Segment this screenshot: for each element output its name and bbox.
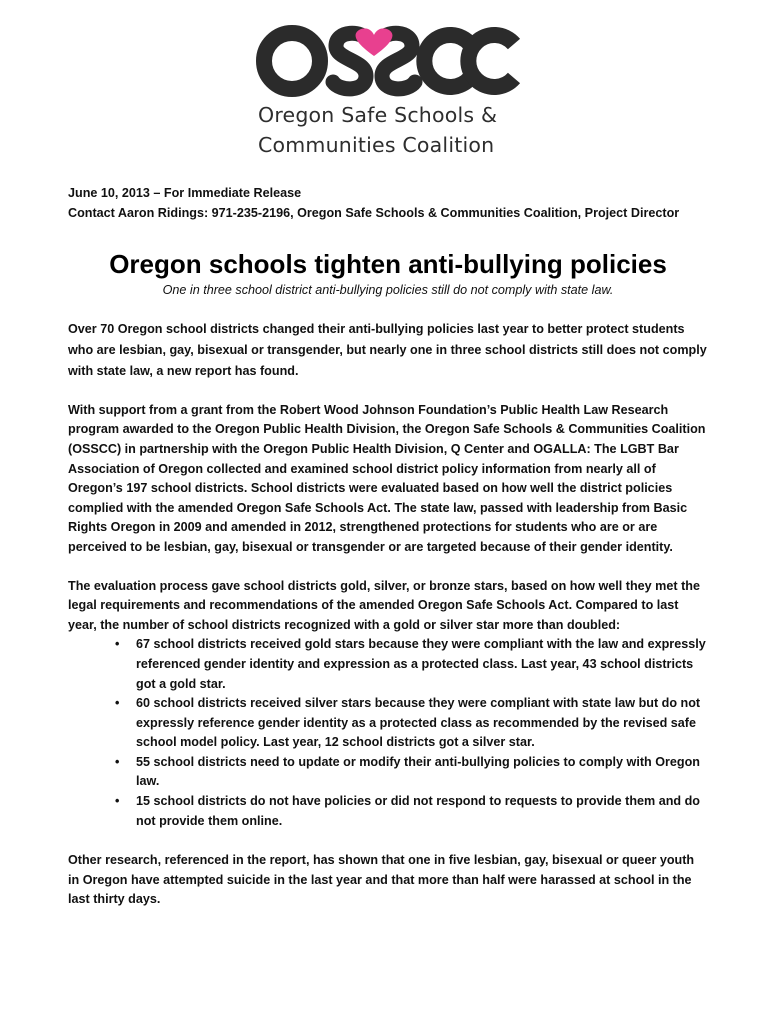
osscc-logo — [248, 24, 528, 164]
list-item — [115, 694, 708, 753]
list-item-text: 67 school districts received gold stars because they were compliant with the law and expressly referenced gender identity and expression as a protected class. Last year, 43 school districts got a gold star. — [136, 637, 706, 691]
release-date: June 10, 2013 – For Immediate Release — [68, 186, 302, 200]
bullet-icon: • — [115, 696, 120, 711]
contact-line: Contact Aaron Ridings: 971-235-2196, Oregon Safe Schools & Communities Coalition, Project Director — [68, 205, 680, 220]
list-item-text: 55 school districts need to update or modify their anti-bullying policies to comply with Oregon law. — [136, 754, 700, 789]
paragraph-2: With support from a grant from the Robert Wood Johnson Foundation’s Public Health Law Research program awarded to the Oregon Public Health Division, the Oregon Safe Schools & Communities Coalition (OSSCC) in partnership with the Oregon Public Health Division, Q Center and OGALLA: The LGBT Bar Association of Oregon collected and examined school district policy information from nearly all of Oregon’s 197 school districts. School districts were evaluated based on how well the district policies complied with the amended Oregon Safe Schools Act. The state law, passed with leadership from Basic Rights Oregon in 2009 and amended in 2012, strengthened protections for students who are or are perceived to be lesbian, gay, bisexual or transgender or are targeted because of their gender identity. — [68, 402, 706, 554]
bullet-icon: • — [115, 794, 120, 809]
list-item — [115, 753, 708, 792]
logo-line-2: Communities Coalition — [258, 133, 495, 157]
list-item-text: 60 school districts received silver stars because they were compliant with state law but do not expressly reference gender identity as a protected class as recommended by the revised safe school model policy. Last year, 12 school districts got a silver star. — [136, 696, 701, 750]
heart-icon — [356, 28, 393, 56]
list-item — [115, 792, 708, 831]
results-list — [68, 635, 708, 831]
headline: Oregon schools tighten anti-bullying policies — [109, 249, 667, 280]
bullet-icon: • — [115, 637, 120, 652]
paragraph-4: Other research, referenced in the report, has shown that one in five lesbian, gay, bisexual or queer youth in Oregon have attempted suicide in the last year and that more than half were harassed at school in the last thirty days. — [68, 853, 695, 907]
list-item — [115, 635, 708, 694]
paragraph-3: The evaluation process gave school districts gold, silver, or bronze stars, based on how well they met the legal requirements and recommendations of the amended Oregon Safe Schools Act. Compared to last year, the number of school districts recognized with a gold or silver star more than doubled: — [68, 578, 700, 632]
list-item-text: 15 school districts do not have policies or did not respond to requests to provide them and do not provide them online. — [136, 794, 700, 828]
logo-line-1: Oregon Safe Schools & — [258, 103, 498, 127]
bullet-icon: • — [115, 754, 120, 769]
press-release — [68, 184, 708, 910]
wordmark-letter-c2 — [468, 35, 514, 87]
osscc-wordmark — [256, 24, 520, 98]
subheadline: One in three school district anti-bullying policies still do not comply with state law. — [162, 283, 614, 298]
paragraph-1: Over 70 Oregon school districts changed their anti-bullying policies last year to better protect students who are lesbian, gay, bisexual or transgender, but nearly one in three school districts still does not comply with state law, a new report has found. — [68, 321, 707, 378]
wordmark-letter-o — [264, 33, 320, 89]
